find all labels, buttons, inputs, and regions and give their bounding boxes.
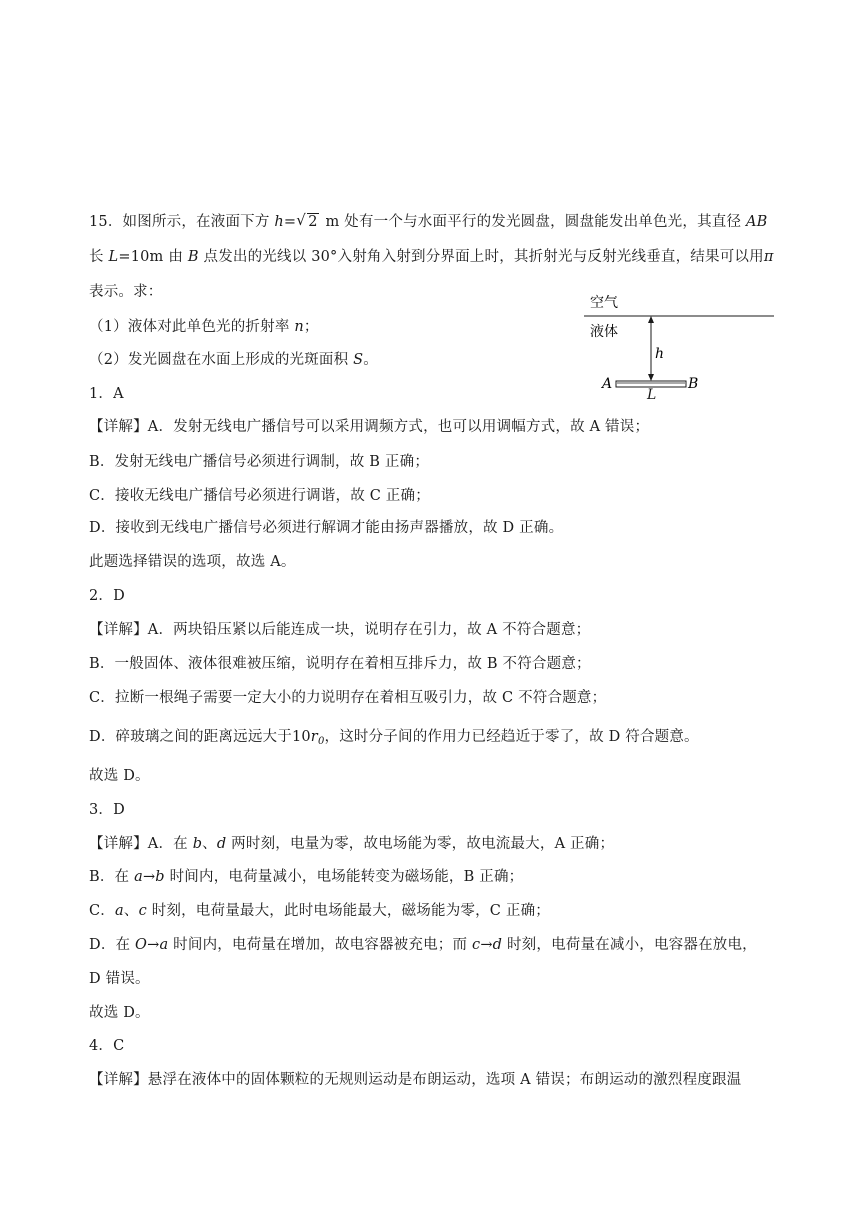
- problem-15-question-2: [89, 350, 378, 370]
- answer-4-line-1: 【详解】悬浮在液体中的固体颗粒的无规则运动是布朗运动，选项 A 错误；布朗运动的激烈程度跟温: [89, 1072, 742, 1088]
- answer-3-line-2: [89, 867, 523, 887]
- subscript: 0: [317, 736, 325, 747]
- var-L: L: [108, 249, 119, 265]
- text: （2）发光圆盘在水面上形成的光斑面积: [89, 352, 354, 368]
- text: 【详解】A．在: [89, 836, 193, 852]
- answer-2-head: 2．D: [89, 588, 125, 604]
- problem-15-line-2: [89, 247, 774, 267]
- var-a: a: [134, 869, 143, 885]
- var-b: b: [155, 869, 165, 885]
- radical-sign-icon: √: [296, 211, 307, 229]
- answer-3-line-4: [89, 935, 757, 955]
- air-label: 空气: [590, 295, 618, 311]
- arrow-right-icon: →: [147, 937, 160, 953]
- answer-1-line-2: B．发射无线电广播信号必须进行调制，故 B 正确；: [89, 454, 430, 470]
- arrow-right-icon: →: [142, 869, 156, 885]
- answer-4-head: 4．C: [89, 1038, 125, 1054]
- answer-2-line-1: 【详解】A．两块铅压紧以后能连成一块，说明存在引力，故 A 不符合题意；: [89, 622, 591, 638]
- diagram-svg: [584, 288, 780, 388]
- liquid-label: 液体: [590, 324, 618, 340]
- sqrt-expression: [296, 212, 318, 232]
- answer-3-line-3: [89, 901, 550, 921]
- var-b: b: [192, 836, 203, 852]
- text: 时间内，电荷量减小，电场能转变为磁场能，B 正确；: [164, 869, 524, 885]
- var-c: c: [471, 937, 481, 953]
- text: 时刻，电荷量在减小，电容器在放电，: [502, 937, 757, 953]
- text: 、: [123, 903, 139, 919]
- text: 时刻，电荷量最大，此时电场能最大，磁场能为零，C 正确；: [146, 903, 551, 919]
- arrow-right-icon: →: [480, 937, 493, 953]
- number: 10: [291, 729, 311, 745]
- problem-15-line-3: 表示。求：: [89, 284, 163, 300]
- answer-1-line-5: 此题选择错误的选项，故选 A。: [89, 554, 296, 570]
- problem-15-line-1: [89, 212, 768, 232]
- equals-sign: =: [283, 214, 297, 230]
- var-pi: π: [763, 249, 774, 265]
- var-c: c: [138, 903, 147, 919]
- text: 15．如图所示，在液面下方: [89, 214, 275, 230]
- answer-3-line-1: [89, 834, 614, 854]
- text: ；: [303, 319, 319, 335]
- text: m 处有一个与水面平行的发光圆盘，圆盘能发出单色光，其直径: [320, 214, 746, 230]
- problem-15-question-1: [89, 317, 319, 337]
- var-r: r: [310, 729, 318, 745]
- var-a: a: [115, 903, 124, 919]
- var-B: B: [187, 249, 199, 265]
- var-ab: AB: [745, 214, 768, 230]
- text: 、: [202, 836, 217, 852]
- var-n: n: [294, 319, 304, 335]
- answer-1-head: 1．A: [89, 386, 124, 402]
- text: 。: [363, 352, 378, 368]
- b-label: B: [688, 376, 699, 388]
- text: ，这时分子间的作用力已经趋近于零了，故 D 符合题意。: [324, 729, 699, 745]
- text: 长: [89, 249, 109, 265]
- text: 时间内，电荷量在增加，故电容器被充电；而: [168, 937, 472, 953]
- sqrt-value: 2: [308, 214, 318, 230]
- disk-shading: [617, 382, 685, 384]
- answer-1-line-3: C．接收无线电广播信号必须进行调谐，故 C 正确；: [89, 488, 430, 504]
- h-label: h: [655, 346, 665, 362]
- var-S: S: [353, 352, 364, 368]
- text: D．碎玻璃之间的距离远远大于: [89, 729, 292, 745]
- text: =10m 由: [118, 249, 188, 265]
- liquid-disk-diagram: [584, 288, 780, 388]
- a-label: A: [602, 376, 613, 388]
- answer-3-line-5: D 错误。: [89, 971, 150, 987]
- text: 点发出的光线以 30°入射角入射到分界面上时，其折射光与反射光线垂直，结果可以用: [198, 249, 764, 265]
- var-d: d: [216, 836, 227, 852]
- answer-3-line-6: 故选 D。: [89, 1005, 150, 1021]
- var-h: h: [274, 214, 284, 230]
- var-a: a: [159, 937, 169, 953]
- answer-2-line-4: [89, 727, 699, 752]
- var-d: d: [492, 937, 503, 953]
- answer-2-line-2: B．一般固体、液体很难被压缩，说明存在着相互排斥力，故 B 不符合题意；: [89, 656, 591, 672]
- text: 两时刻，电量为零，故电场能为零，故电流最大，A 正确；: [226, 836, 615, 852]
- answer-3-head: 3．D: [89, 802, 125, 818]
- answer-1-line-1: 【详解】A．发射无线电广播信号可以采用调频方式，也可以用调幅方式，故 A 错误；: [89, 419, 650, 435]
- l-label: L: [647, 387, 657, 403]
- text: （1）液体对此单色光的折射率: [89, 319, 295, 335]
- var-O: O: [135, 937, 148, 953]
- text: B．在: [89, 869, 135, 885]
- arrow-up-icon: [648, 316, 654, 323]
- answer-2-line-5: 故选 D。: [89, 768, 150, 784]
- answer-2-line-3: C．拉断一根绳子需要一定大小的力说明存在着相互吸引力，故 C 不符合题意；: [89, 690, 607, 706]
- text: D．在: [89, 937, 136, 953]
- arrow-down-icon: [648, 374, 654, 381]
- text: C．: [89, 903, 115, 919]
- answer-1-line-4: D．接收到无线电广播信号必须进行解调才能由扬声器播放，故 D 正确。: [89, 520, 564, 536]
